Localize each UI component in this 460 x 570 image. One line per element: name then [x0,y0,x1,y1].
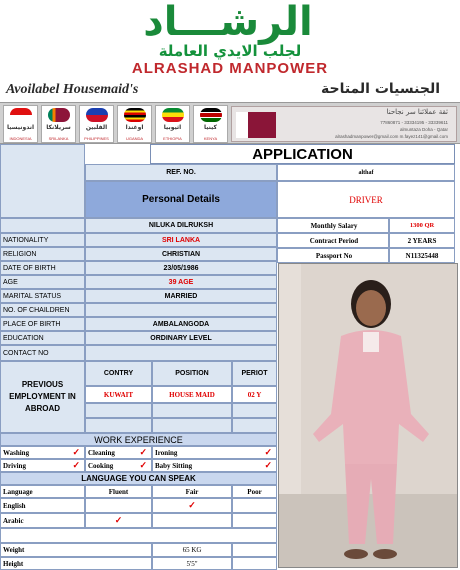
check-icon: ✓ [188,500,196,510]
srilanka-flag-icon [48,108,70,122]
emp-blank-2b [152,418,232,433]
flag-indonesia: اندونيسيا INDONESIA [3,105,38,143]
lang-english-fair [152,498,232,513]
dob-value: 23/05/1986 [85,261,277,275]
brand-name: ALRASHAD MANPOWER [131,60,329,77]
age-value: 39 AGE [85,275,277,289]
personal-details-heading: Personal Details [85,181,277,218]
check-icon: ✓ [114,515,123,525]
weight-blank [232,543,277,557]
name-label-blank [0,218,85,233]
qatar-flag-icon [236,112,276,138]
contact-address: almuntaza Doha - Qatar [399,127,448,132]
contact-emails: alrashadmanpower@gmail.com m.fayez141@gmail.com [335,134,448,139]
nationality-label: NATIONALITY [0,233,85,247]
lang-arabic-poor [232,513,277,528]
monthly-salary-value: 1300 QR [389,218,455,233]
monthly-salary-label: Monthly Salary [277,218,389,233]
contact-no-value [85,345,277,361]
lang-header-fluent: Fluent [85,485,152,498]
indonesia-flag-icon [10,108,32,122]
emp-position-value: HOUSE MAID [152,386,232,403]
place-of-birth-value: AMBALANGODA [85,317,277,331]
contact-phones: 77860871 - 33334195 - 33339611 [380,120,448,125]
blank-row [0,528,277,543]
lang-header-poor: Poor [232,485,277,498]
emp-blank-1a [85,403,152,418]
applicant-name: NILUKA DILRUKSH [85,218,277,233]
emp-header-country: CONTRY [85,361,152,386]
emp-header-position: POSITION [152,361,232,386]
flag-kenya: كينيا KENYA [193,105,228,143]
skill-cleaning: Cleaning ✓ [85,446,152,459]
check-icon: ✓ [264,460,272,470]
ethiopia-flag-icon [162,108,184,122]
marital-status-label: MARITAL STATUS [0,289,85,303]
emp-blank-2a [85,418,152,433]
philippines-flag-icon [86,108,108,122]
logo-subtitle-arabic: لجلب الايدي العاملة [158,42,302,60]
language-heading: LANGUAGE YOU CAN SPEAK [0,472,277,485]
emp-blank-1c [232,403,277,418]
lang-arabic: Arabic [0,513,85,528]
nationality-flags-strip [0,102,460,144]
education-label: EDUCATION [0,331,85,345]
contract-period-value: 2 YEARS [389,233,455,248]
page-header [0,0,460,100]
kenya-flag-icon [200,108,222,122]
blank-top-left [0,144,85,218]
place-of-birth-label: PLACE OF BIRTH [0,317,85,331]
work-experience-heading: WORK EXPERIENCE [0,433,277,446]
lang-header-language: Language [0,485,85,498]
flag-srilanka: سريلانكا SRILANKA [41,105,76,143]
nationality-value: SRI LANKA [85,233,277,247]
previous-employment-label: PREVIOUS EMPLOYMENT IN ABROAD [0,361,85,433]
contact-info-box [231,106,457,142]
ref-no-label: REF. NO. [85,164,277,181]
skill-baby-sitting: Baby Sitting ✓ [152,459,277,472]
lang-english-poor [232,498,277,513]
children-value [85,303,277,317]
check-icon: ✓ [264,447,272,457]
height-label: Height [0,557,152,570]
position-applied: DRIVER [277,181,455,218]
uganda-flag-icon [124,108,146,122]
emp-period-value: 02 Y [232,386,277,403]
available-nationalities-bar [0,80,460,100]
application-title: APPLICATION [150,144,455,164]
lang-header-fair: Fair [152,485,232,498]
passport-no-label: Passport No [277,248,389,263]
skill-washing: Washing ✓ [0,446,85,459]
emp-country-value: KUWAIT [85,386,152,403]
skill-driving: Driving ✓ [0,459,85,472]
height-blank [232,557,277,570]
emp-blank-2c [232,418,277,433]
skill-cooking: Cooking ✓ [85,459,152,472]
check-icon: ✓ [139,460,147,470]
applicant-photo-illustration [279,264,458,568]
check-icon: ✓ [72,460,80,470]
contract-period-label: Contract Period [277,233,389,248]
weight-label: Weight [0,543,152,557]
skill-ironing: Ironing ✓ [152,446,277,459]
ref-no-value: althaf [277,164,455,181]
marital-status-value: MARRIED [85,289,277,303]
check-icon: ✓ [139,447,147,457]
logo-arabic: الرشـــاد [143,0,313,45]
passport-no-value: N11325448 [389,248,455,263]
contact-tagline: ثقة عملائنا سر نجاحنا [386,108,448,116]
check-icon: ✓ [72,447,80,457]
lang-arabic-fluent [85,513,152,528]
available-arabic: الجنسيات المتاحة [320,81,440,97]
weight-value: 65 KG [152,543,232,557]
height-value: 5'5" [152,557,232,570]
flag-ethiopia: اثيوبيا ETHIOPIA [155,105,190,143]
contact-no-label: CONTACT NO [0,345,85,361]
emp-header-period: PERIOT [232,361,277,386]
children-label: NO. OF CHAILDREN [0,303,85,317]
emp-blank-1b [152,403,232,418]
lang-arabic-fair [152,513,232,528]
available-english: Avoilabel Housemaid's [6,82,139,97]
flag-philippines: الفلبين PHILIPPINES [79,105,114,143]
religion-value: CHRISTIAN [85,247,277,261]
dob-label: DATE OF BIRTH [0,261,85,275]
applicant-photo [278,263,458,568]
flag-uganda: اوغندا UGANDA [117,105,152,143]
lang-english-fluent [85,498,152,513]
education-value: ORDINARY LEVEL [85,331,277,345]
age-label: AGE [0,275,85,289]
lang-english: English [0,498,85,513]
religion-label: RELIGION [0,247,85,261]
